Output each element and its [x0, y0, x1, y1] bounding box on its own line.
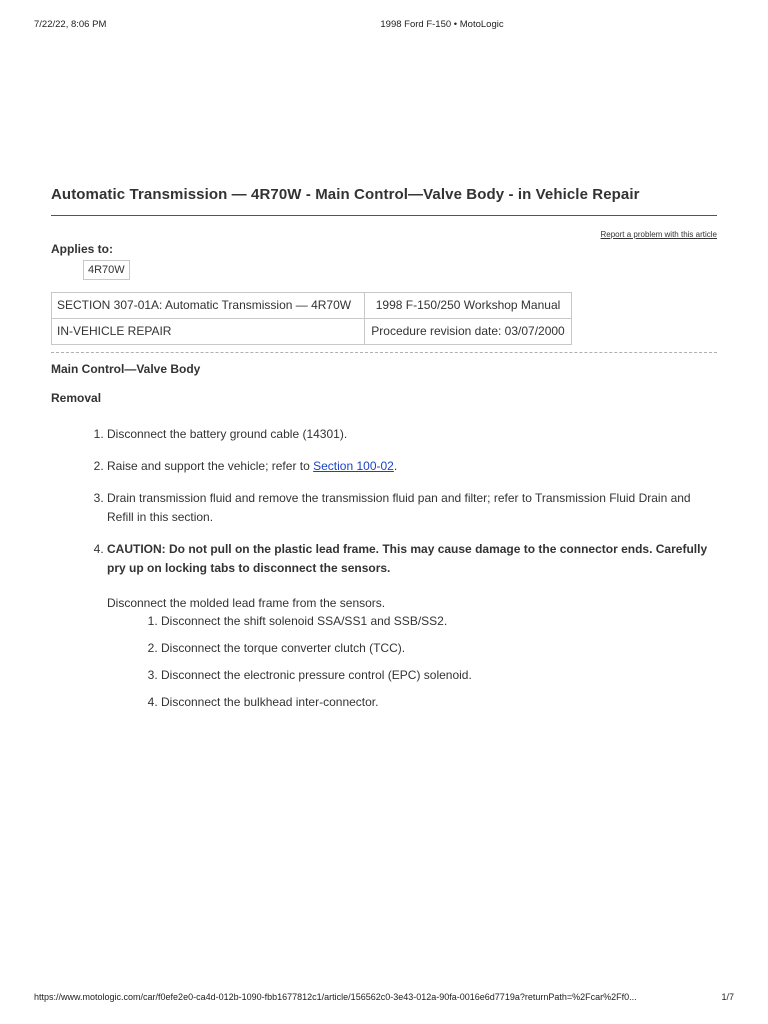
print-url: https://www.motologic.com/car/f0efe2e0-ca4d-012b-1090-fbb1677812c1/article/156562c0-3e43-012a-90fa-0016e6d7719a?returnPath=%2Fcar%2Ff0... — [34, 992, 637, 1002]
print-header — [0, 19, 768, 33]
article-content — [51, 186, 717, 720]
step-item — [107, 540, 717, 578]
table-row — [52, 293, 572, 319]
step-suffix: . — [393, 459, 398, 473]
print-page-number: 1/7 — [721, 992, 734, 1002]
step-text: Drain transmission fluid and remove the transmission fluid pan and filter; refer to Transmission Fluid Drain and Refill in this section. — [107, 491, 691, 524]
table-cell: IN-VEHICLE REPAIR — [52, 319, 365, 345]
procedure-heading: Main Control—Valve Body — [51, 362, 201, 376]
table-cell: Procedure revision date: 03/07/2000 — [365, 319, 572, 345]
print-page-title: 1998 Ford F-150 • MotoLogic — [380, 19, 504, 30]
table-cell: 1998 F-150/250 Workshop Manual — [365, 293, 572, 319]
step-item — [107, 489, 717, 527]
report-row — [51, 224, 717, 239]
step-item — [107, 425, 717, 444]
substep-item — [161, 612, 717, 631]
substep-text: Disconnect the bulkhead inter-connector. — [161, 695, 379, 709]
step-text: Disconnect the battery ground cable (14301). — [107, 427, 348, 441]
applies-to-label: Applies to: — [51, 242, 113, 256]
substep-item — [161, 639, 717, 658]
report-problem-link[interactable]: Report a problem with this article — [600, 230, 717, 239]
print-datetime: 7/22/22, 8:06 PM — [34, 19, 107, 30]
procedure-steps — [51, 425, 717, 578]
substeps-list — [51, 612, 717, 712]
section-divider — [51, 352, 717, 353]
step-item — [107, 457, 717, 476]
info-table — [51, 292, 572, 345]
substep-intro: Disconnect the molded lead frame from the sensors. — [107, 596, 386, 610]
section-100-02-link[interactable]: Section 100-02 — [313, 459, 394, 473]
substep-text: Disconnect the shift solenoid SSA/SS1 and SSB/SS2. — [161, 614, 448, 628]
procedure-subheading: Removal — [51, 391, 102, 405]
substep-item — [161, 666, 717, 685]
table-cell: SECTION 307-01A: Automatic Transmission — 4R70W — [52, 293, 365, 319]
article-title: Automatic Transmission — 4R70W - Main Control—Valve Body - in Vehicle Repair — [51, 186, 717, 216]
print-footer — [0, 992, 768, 1006]
table-row — [52, 319, 572, 345]
caution-text: CAUTION: Do not pull on the plastic lead frame. This may cause damage to the connector ends. Carefully pry up on locking tabs to disconnect the sensors. — [107, 542, 708, 575]
applies-to-badge: 4R70W — [83, 260, 130, 280]
step-text: Raise and support the vehicle; refer to — [107, 459, 314, 473]
substep-text: Disconnect the electronic pressure control (EPC) solenoid. — [161, 668, 472, 682]
substep-item — [161, 693, 717, 712]
substep-text: Disconnect the torque converter clutch (TCC). — [161, 641, 406, 655]
